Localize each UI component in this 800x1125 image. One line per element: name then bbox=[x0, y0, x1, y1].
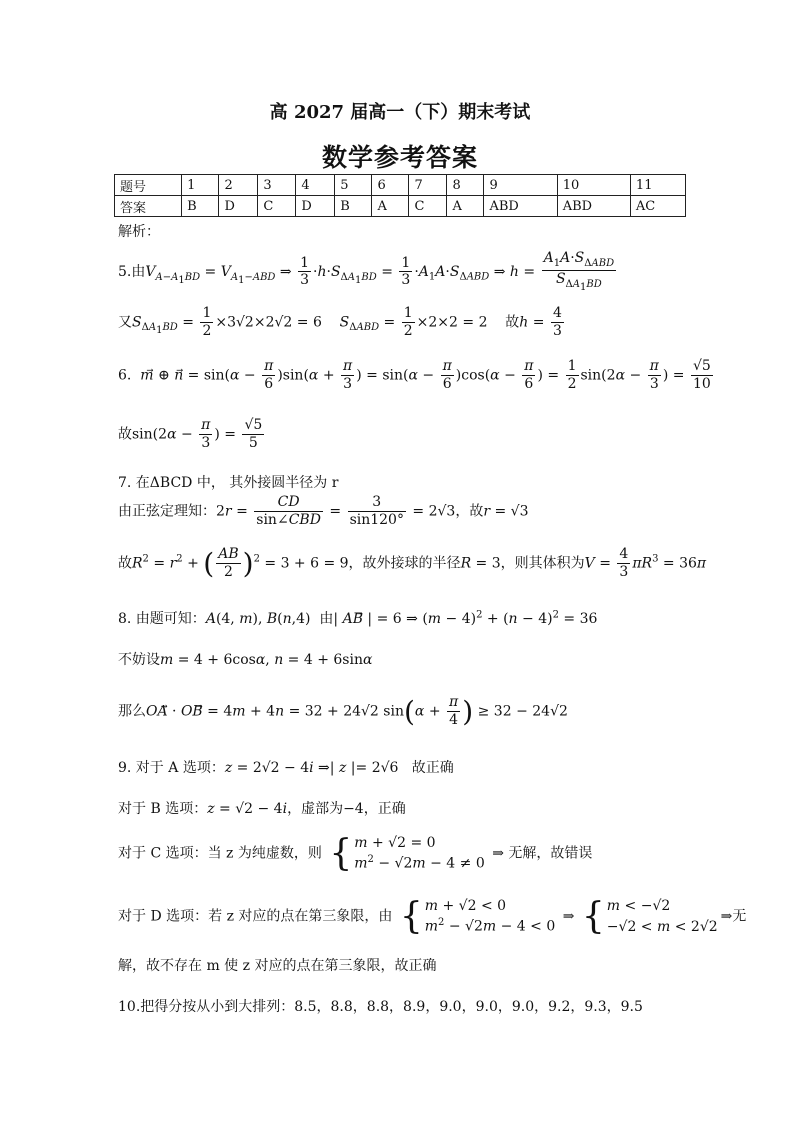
fraction: $\frac{AB}{2}$ bbox=[218, 546, 239, 580]
q5-eq: = 6 bbox=[296, 314, 322, 331]
fraction: $\frac{CD}{\text{sin∠CBD}}$ bbox=[256, 494, 321, 528]
table-cell-answer: ABD bbox=[557, 196, 630, 217]
document-title: 高 2027 届高一（下）期末考试 bbox=[269, 102, 531, 123]
q5-line-2: 又$S_{\Delta A_1BD}$ = $\frac{1}{2}$ ×3√2×2√2 = 6 $S_{\Delta ABD}$ = $\frac{1}{2}$ ×2×2 = 2 故h = $\frac{4}{3}$ bbox=[118, 305, 562, 339]
q5-conclude: 故 bbox=[505, 314, 520, 331]
fraction: $\frac{1}{2}$ bbox=[202, 305, 212, 339]
q9-prefix-b: 对于 B 选项： bbox=[118, 801, 208, 817]
analysis-label: 解析： bbox=[118, 224, 160, 240]
fraction: $\frac{1}{2}$ bbox=[403, 305, 413, 339]
q9-line-d2: 解，故不存在 m 使 z 对应的点在第三象限，故正确 bbox=[118, 958, 437, 974]
equation-system: { m + √2 < 0 $m^2 - √2m - 4 < 0$ bbox=[399, 895, 556, 937]
fraction: $\frac{√5}{10}$ bbox=[692, 358, 711, 392]
question-number: 6. bbox=[118, 367, 132, 384]
table-cell-question-number: 4 bbox=[296, 175, 335, 196]
q7-prefix: 由正弦定理知： bbox=[118, 503, 216, 520]
q10-line: 10.把得分按从小到大排列：8.5，8.8，8.8，8.9，9.0，9.0，9.0，9.2，9.3，9.5 bbox=[118, 999, 643, 1015]
q9-line-a: 9. 对于 A 选项：z = 2√2 − 4i ⇒| z |= 2√6 故正确 bbox=[118, 760, 454, 776]
q5-line-1: 5.由$V_{A-A_1BD} = V_{A_1-ABD}$ ⇒ $\frac{1}{3}$ $\cdot h\cdot S_{\Delta A_1BD}$ = $\frac{1}{3}$ $\cdot A_1A\cdot S_{\Delta ABD}$ ⇒ h = $\frac{A_1A\cdot S_{\Delta ABD}}{S_{\Delta A_1BD}}$ bbox=[118, 250, 615, 293]
q7-suffix: ，故 bbox=[455, 503, 484, 520]
q5-prefix-2: 又 bbox=[118, 314, 132, 331]
table-cell-answer: D bbox=[296, 196, 335, 217]
q9-line-c bbox=[118, 833, 592, 874]
q9-suffix-b: ，虚部为−4，正确 bbox=[287, 801, 406, 817]
fraction: $\frac{3}{\sin 120^\circ}$ bbox=[349, 494, 404, 528]
table-cell-question-number: 7 bbox=[409, 175, 447, 196]
table-cell-answer: A bbox=[447, 196, 484, 217]
answer-table-answer-row bbox=[115, 196, 686, 217]
table-cell-answer: ABD bbox=[484, 196, 557, 217]
q8-line-3: 那么OA⃗ · OB⃗ = 4m + 4n = 32 + 24√2 sin(α + $\frac{\pi}{4}$ ) ≥ 32 − 24√2 bbox=[118, 694, 568, 728]
fraction: $\frac{A_1A\cdot S_{\Delta ABD}}{S_{\Delta A_1BD}}$ bbox=[543, 250, 615, 293]
fraction: $\frac{\pi}{6}$ bbox=[264, 358, 274, 392]
table-cell-answer: B bbox=[335, 196, 372, 217]
answer-table-number-row bbox=[115, 175, 686, 196]
table-row-header: 答案 bbox=[115, 196, 182, 217]
table-cell-question-number: 11 bbox=[630, 175, 685, 196]
table-cell-question-number: 10 bbox=[557, 175, 630, 196]
fraction: $\frac{4}{3}$ bbox=[619, 546, 629, 580]
table-cell-question-number: 8 bbox=[447, 175, 484, 196]
equation-system: { m + √2 = 0 $m^2 - √2m - 4 \ne 0$ bbox=[329, 832, 485, 874]
q9-prefix-d: 对于 D 选项：若 z 对应的点在第三象限，由 bbox=[118, 908, 393, 925]
equation-system: { m < −√2 −√2 < m < 2√2 bbox=[581, 895, 718, 937]
q8-mid: 由 bbox=[319, 611, 334, 627]
q9-suffix-d: ⇒无 bbox=[720, 908, 747, 925]
table-cell-question-number: 9 bbox=[484, 175, 557, 196]
q9-line-d: 对于 D 选项：若 z 对应的点在第三象限，由 { m + √2 < 0 $m^2 - √2m - 4 < 0$ ⇒ { m < −√2 −√2 < m < 2√2 ⇒无 bbox=[118, 895, 747, 937]
q7-line-1: 7. 在ΔBCD 中， 其外接圆半径为 r bbox=[118, 475, 339, 491]
fraction: $\frac{1}{3}$ bbox=[300, 254, 310, 289]
table-cell-question-number: 3 bbox=[258, 175, 296, 196]
table-cell-answer: AC bbox=[630, 196, 685, 217]
fraction: $\frac{√5}{5}$ bbox=[244, 417, 263, 451]
q5-prefix: 由 bbox=[131, 263, 146, 280]
table-cell-answer: C bbox=[409, 196, 447, 217]
q7-mid-2: ，则其体积为 bbox=[500, 555, 585, 572]
table-cell-question-number: 5 bbox=[335, 175, 372, 196]
table-cell-answer: C bbox=[258, 196, 296, 217]
fraction: $\frac{\pi}{3}$ bbox=[201, 417, 211, 451]
q9-suffix-c: ⇒ 无解，故错误 bbox=[492, 845, 593, 862]
q8-prefix-3: 那么 bbox=[118, 703, 146, 720]
q8-line-2: 不妨设m = 4 + 6cosα, n = 4 + 6sinα bbox=[118, 652, 373, 668]
q8-prefix: 8. 由题可知： bbox=[118, 611, 206, 627]
q9-prefix-a: 9. 对于 A 选项： bbox=[118, 760, 225, 776]
fraction: $\frac{\pi}{4}$ bbox=[449, 694, 459, 728]
q7-line-2: 由正弦定理知：2r = $\frac{CD}{\text{sin∠CBD}}$ = $\frac{3}{\sin 120^\circ}$ = 2√3，故r = √3 bbox=[118, 494, 529, 528]
fraction: $\frac{\pi}{6}$ bbox=[524, 358, 534, 392]
table-row-header: 题号 bbox=[115, 175, 182, 196]
q5-eq-2: = 2 bbox=[462, 314, 488, 331]
fraction: $\frac{1}{2}$ bbox=[567, 358, 577, 392]
q9-line-b: 对于 B 选项：z = √2 − 4i，虚部为−4，正确 bbox=[118, 801, 406, 817]
q7-line-3: 故$R^2 = r^2$ + ( $\frac{AB}{2}$ )$^2$ = 3 + 6 = 9，故外接球的半径R = 3，则其体积为V = $\frac{4}{3}$ $\pi R^3 = 36\pi$ bbox=[118, 546, 707, 580]
table-cell-answer: A bbox=[372, 196, 409, 217]
fraction: $\frac{\pi}{3}$ bbox=[343, 358, 353, 392]
table-cell-question-number: 2 bbox=[219, 175, 258, 196]
q6-prefix: 故 bbox=[118, 426, 132, 443]
table-cell-answer: D bbox=[219, 196, 258, 217]
q7-prefix-3: 故 bbox=[118, 555, 132, 572]
q7-mid: = 3 + 6 = 9，故外接球的半径 bbox=[264, 555, 461, 572]
fraction: $\frac{1}{3}$ bbox=[401, 254, 411, 289]
q8-line-1: 8. 由题可知：A(4, m), B(n,4) 由| AB⃗ | = 6 ⇒ $(m - 4)^2 + (n - 4)^2 = 36$ bbox=[118, 609, 598, 627]
table-cell-question-number: 1 bbox=[182, 175, 219, 196]
fraction: $\frac{4}{3}$ bbox=[552, 305, 562, 339]
table-cell-answer: B bbox=[182, 196, 219, 217]
q9-suffix-a: 故正确 bbox=[411, 760, 454, 776]
q9-prefix-c: 对于 C 选项：当 z 为纯虚数，则 bbox=[118, 845, 322, 862]
answer-table bbox=[114, 174, 686, 217]
document-subtitle: 数学参考答案 bbox=[321, 143, 478, 172]
q6-line-2: 故sin(2α − $\frac{\pi}{3}$ ) = $\frac{√5}{5}$ bbox=[118, 417, 263, 451]
q6-line-1: 6. m⃗ ⊕ n⃗ = sin(α − $\frac{\pi}{6}$ )sin(α + $\frac{\pi}{3}$ ) = sin(α − $\frac{\pi}{6}$ )cos(α − $\frac{\pi}{6}$ ) = $\frac{1}{2}$ sin(2α − $\frac{\pi}{3}$ ) = $\frac{√5}{10}$ bbox=[118, 358, 711, 392]
q8-prefix-2: 不妨设 bbox=[118, 652, 160, 668]
fraction: $\frac{\pi}{6}$ bbox=[442, 358, 452, 392]
question-number: 5. bbox=[118, 263, 132, 280]
fraction: $\frac{\pi}{3}$ bbox=[649, 358, 659, 392]
table-cell-question-number: 6 bbox=[372, 175, 409, 196]
